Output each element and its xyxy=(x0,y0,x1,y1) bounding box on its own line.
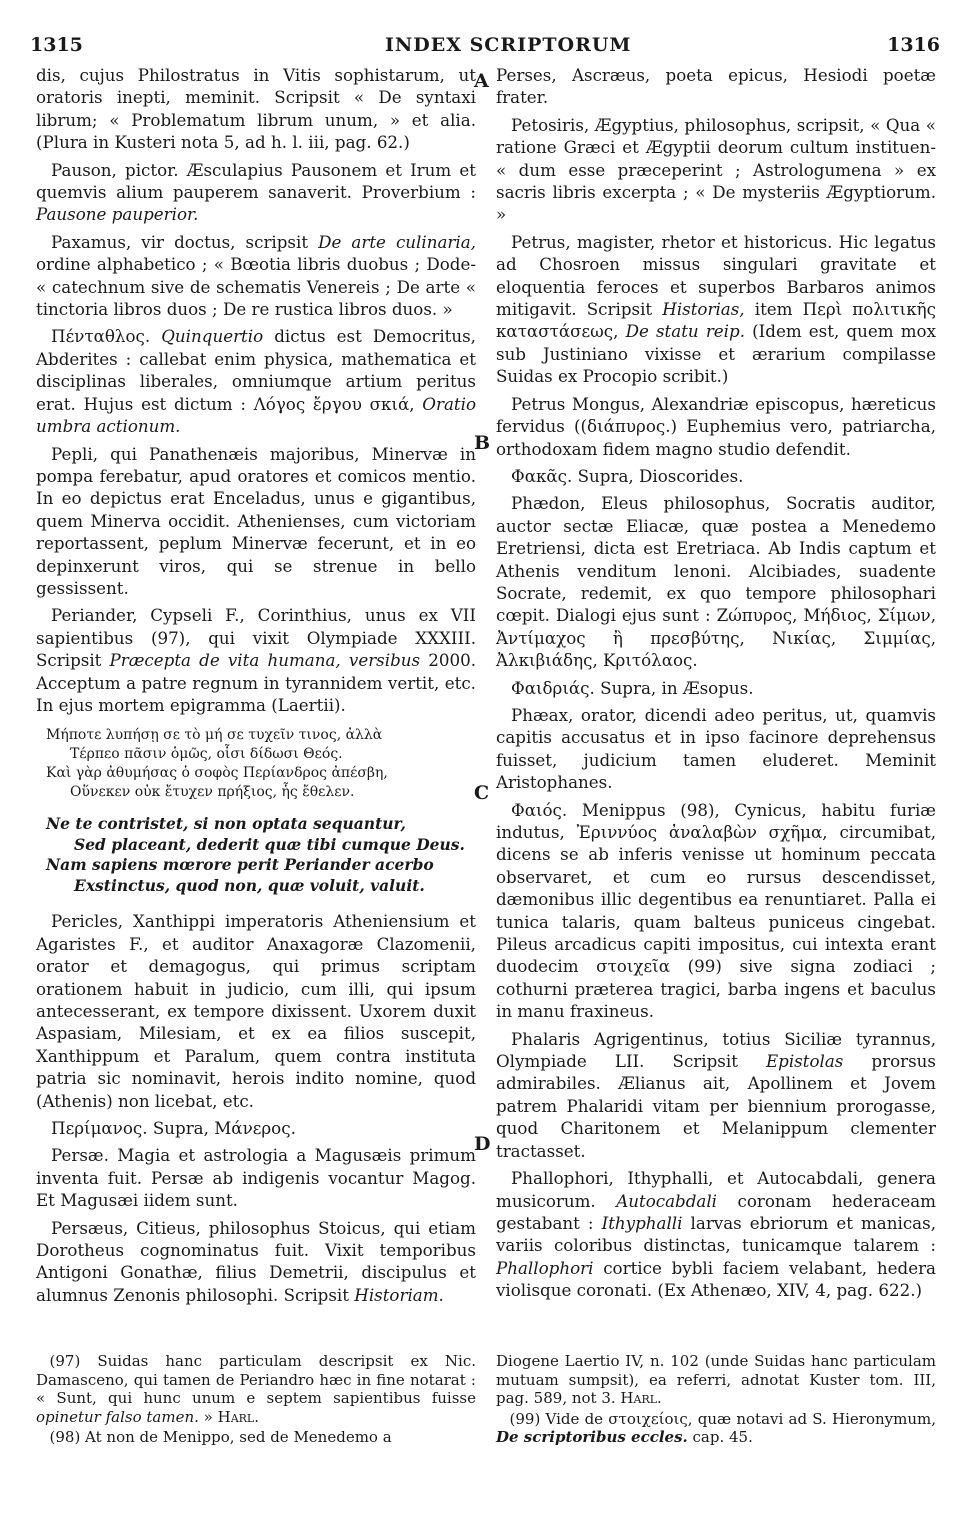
footnote-italic: opinetur falso tamen. xyxy=(36,1407,199,1426)
entry-text: dictus est Democritus, Abderites : callebat enim physica, mathematica et disciplinas liberales, omniumque artium peritus erat. Hujus est dictum : Λόγος ἔργου σκιά, xyxy=(36,326,476,414)
entry-italic: Præcepta de vita humana, versibus xyxy=(109,650,421,671)
verse-line: Exstinctus, quod non, quæ voluit, valuit. xyxy=(74,875,425,895)
entry-italic: De arte culinaria, xyxy=(318,231,476,252)
entry-pepli: Pepli, qui Panathenæis majoribus, Minervæ in pompa ferebatur, apud oratores et comicos mentio. In eo depictus erat Enceladus, unus e gigantibus, quem Minerva occidit. Athenienses, cum victoriam reportassent, peplum Minervæ fecerunt, et in eo depinxerunt viros, qui se strenue in bello gessissent. xyxy=(36,443,476,598)
entry-text: Pauson, pictor. Æsculapius Pausonem et Irum et quemvis alium pauperem sanaverit. Proverbium : xyxy=(36,159,476,203)
page-number-right: 1316 xyxy=(887,34,940,56)
footnotes-right xyxy=(496,1352,936,1449)
entry-text: 2000. Acceptum a patre regnum in tyrannidem vertit, etc. In ejus mortem epigramma (Laertii). xyxy=(36,650,476,715)
entry-text: Persæus, Citieus, philosophus Stoicus, qui etiam Dorotheus cognominatus fuit. Vixit temporibus Antigoni Gonathæ, filius Demetrii, discipulus et alumnus Zenonis philosophi. Scripsit xyxy=(36,1217,476,1305)
entry-pauson xyxy=(36,159,476,226)
footnote-text: (99) Vide de στοιχείοις, quæ notavi ad S. Hieronymum, xyxy=(509,1409,936,1428)
entry-pericles: Pericles, Xanthippi imperatoris Atheniensium et Agaristes F., et auditor Anaxagoræ Clazomenii, orator et demagogus, qui primus scriptam orationem habuit in judicio, cum illi, qui ipsum antecesserant, ex tempore dixissent. Uxorem duxit Aspasiam, Milesiam, et ex ea filios suscepit, Xanthippum et Paralum, quem contra instituta patria sic nominavit, herois indito nomine, quod (Athenis) non licebat, etc. xyxy=(36,911,476,1111)
margin-letter-c: C xyxy=(474,782,490,804)
entry-perimanos: Περίμανος. Supra, Μάνερος. xyxy=(51,1118,296,1139)
footnote-signature: Harl. xyxy=(217,1407,259,1426)
verse-line: Τέρπεο πᾶσιν ὁμῶς, οἷσι δίδωσι Θεός. xyxy=(70,746,343,763)
entry-petrus-mongus: Petrus Mongus, Alexandriæ episcopus, hæreticus fervidus ((διάπυρος.) Euphemius vero, patriarcha, orthodoxam fidem magno studio defendit. xyxy=(496,393,936,459)
verse-line: Ne te contristet, si non optata sequantur, xyxy=(46,814,406,834)
footnote-97 xyxy=(36,1352,476,1426)
entry-text: Petrus, magister, rhetor et historicus. Hic legatus ad Chosroen missus singulari gravitate et eloquentia feroces et superbos Barbaros animos mitigavit. Scripsit xyxy=(496,231,936,320)
entry-pentathlos xyxy=(36,325,476,437)
right-column xyxy=(496,64,936,1307)
entry-text: Phallophori, Ithyphalli, et Autocabdali, genera musicorum. xyxy=(496,1168,936,1211)
running-title: INDEX SCRIPTORUM xyxy=(385,34,632,56)
footnote-italic: De scriptoribus eccles. xyxy=(496,1428,688,1446)
footnote-text: cap. 45. xyxy=(687,1428,753,1446)
margin-letter-a: A xyxy=(474,70,489,92)
left-column xyxy=(36,64,476,1311)
footnote-text: Diogene Laertio IV, n. 102 (unde Suidas hanc particulam mutuam sumpsit), ea referri, adnotat Kuster tom. III, pag. 589, not 3. xyxy=(496,1352,936,1407)
entry-text: coronam hederaceam gestabant : xyxy=(496,1190,936,1233)
entry-italic: Historiam. xyxy=(354,1284,444,1305)
entry-italic: Epistolas xyxy=(765,1051,844,1072)
footnote-text: » xyxy=(198,1407,218,1426)
footnote-98-cont xyxy=(496,1352,936,1408)
entry-persae: Persæ. Magia et astrologia a Magusæis primum inventa fuit. Persæ ab indigenis vocantur Magog. Et Magusæi iidem sunt. xyxy=(36,1145,476,1211)
entry-text: prorsus admirabiles. Ælianus ait, Apollinem et Jovem patrem Phalaridi vitam per biennium prorogasse, quod Charitonem et Melanippum clementer tractasset. xyxy=(496,1051,936,1161)
entry-perses: Perses, Ascræus, poeta epicus, Hesiodi poetæ frater. xyxy=(496,65,936,108)
entry-italic: De statu reip. xyxy=(625,321,745,342)
page-header xyxy=(30,34,940,62)
verse-line: Καὶ γὰρ ἀθυμήσας ὁ σοφὸς Περίανδρος ἀπέσβη, xyxy=(46,765,388,782)
entry-phaios: Φαιός. Menippus (98), Cynicus, habitu furiæ indutus, Ἐριννύος ἀναλαβὼν σχῆμα, circumibat, dicens se ab inferis venisse ut hominum peccata observaret, et cum eo rursus descendisset, dæmonibus illic degentibus ea renuntiaret. Palla ei tunica talaris, quam balteus puniceus cingebat. Pileus arcadicus capiti impositus, cui intexta erant duodecim στοιχεῖα (99) sive signa zodiaci ; cothurni præterea tragici, barba ingens et baculus in manu fraxineus. xyxy=(496,799,936,1022)
footnote-signature: Harl. xyxy=(620,1389,662,1407)
entry-italic: Historias, xyxy=(662,299,745,320)
footnote-text: (97) Suidas hanc particulam descripsit ex Nic. Damasceno, qui tamen de Periandro hæc in fine notarat : « Sunt, qui hunc unum e septem sapientibus fuisse xyxy=(36,1352,476,1407)
entry-phaidrias: Φαιδριάς. Supra, in Æsopus. xyxy=(511,677,754,698)
entry-petosiris: Petosiris, Ægyptius, philosophus, scripsit, « Qua « ratione Græci et Ægyptii deorum cultum instituen- « dum esse præceperint ; Astrologumena » ex sacris libris excerpta ; « De mysteriis Ægyptiorum. » xyxy=(496,114,936,225)
latin-translation xyxy=(46,814,476,896)
entry-italic: Oratio umbra actionum. xyxy=(36,393,476,437)
entry-text: (Idem est, quem mox sub Justiniano vixisse et ærarium compilasse Suidas ex Procopio scribit.) xyxy=(496,321,936,387)
entry-petrus-magister xyxy=(496,231,936,388)
entry-text: larvas ebriorum et manicas, variis coloribus distinctas, tunicamque talarem : xyxy=(496,1212,936,1256)
entry-paxamus xyxy=(36,231,476,321)
entry-text: Paxamus, vir doctus, scripsit xyxy=(51,231,319,252)
greek-epigram xyxy=(46,726,476,802)
margin-letter-b: B xyxy=(474,432,491,454)
entry-phallophori xyxy=(496,1167,936,1301)
entry-text: ordine alphabetico ; « Bœotia libris duobus ; Dode- « catechnum sive de schematis Venereis ; De arte « tinctoria libros duos ; De re rustica libros duos. » xyxy=(36,254,476,320)
entry-phaedon: Phædon, Eleus philosophus, Socratis auditor, auctor sectæ Eliacæ, quæ postea a Menedemo Eretriensi, dicta est Eretriaca. Ab Indis captum et Athenis venditum lenoni. Alcibiades, suadente Socrate, redemit, ex quo tempore philosophari cœpit. Dialogi ejus sunt : Ζώπυρος, Μήδιος, Σίμων, Ἀντίμαχος ἢ πρεσβύτης, Νικίας, Σιμμίας, Ἀλκιβιάδης, Κριτόλαος. xyxy=(496,493,936,671)
margin-letter-d: D xyxy=(474,1133,491,1155)
entry-greek: Πένταθλος. xyxy=(51,326,162,347)
verse-line: Μήποτε λυπήσῃ σε τὸ μή σε τυχεῖν τινος, ἀλλὰ xyxy=(46,727,383,744)
entry-italic: Autocabdali xyxy=(616,1190,718,1211)
verse-line: Sed placeant, dederit quæ tibi cumque Deus. xyxy=(74,834,465,854)
entry-persaeus xyxy=(36,1217,476,1307)
footnote-99 xyxy=(496,1410,936,1447)
entry-philostratus-cont: dis, cujus Philostratus in Vitis sophistarum, ut oratoris inepti, meminit. Scripsit « De syntaxi librum; « Problematum librum unum, » et alia. (Plura in Kusteri nota 5, ad h. l. iii, pag. 62.) xyxy=(36,65,476,153)
page-number-left: 1315 xyxy=(30,34,83,56)
verse-line: Nam sapiens mœrore perit Periander acerbo xyxy=(46,855,434,875)
entry-italic: Phallophori xyxy=(496,1257,594,1278)
entry-text: item Περὶ πολιτικῆς καταστάσεως, xyxy=(496,299,936,342)
entry-italic: Pausone pauperior. xyxy=(36,204,199,225)
footnotes-left xyxy=(36,1352,476,1449)
entry-phakas: Φακᾶς. Supra, Dioscorides. xyxy=(511,465,744,486)
verse-line: Οὕνεκεν οὐκ ἔτυχεν πρήξιος, ἧς ἔθελεν. xyxy=(70,784,355,801)
entry-italic: Quinquertio xyxy=(161,326,264,347)
entry-text: Periander, Cypseli F., Corinthius, unus ex VII sapientibus (97), qui vixit Olympiade XXXIII. Scripsit xyxy=(36,605,476,671)
entry-italic: Ithyphalli xyxy=(601,1212,683,1233)
entry-text: Phalaris Agrigentinus, totius Siciliæ tyrannus, Olympiade LII. Scripsit xyxy=(496,1028,936,1072)
entry-phaeax: Phæax, orator, dicendi adeo peritus, ut, quamvis capitis accusatus et in ipso facinore deprehensus fuisset, judicium tamen eluderet. Meminit Aristophanes. xyxy=(496,704,936,793)
entry-periander xyxy=(36,604,476,716)
entry-text: cortice bybli faciem velabant, hedera violisque coronati. (Ex Athenæo, XIV, 4, pag. 622.) xyxy=(496,1257,936,1301)
footnote-98: (98) At non de Menippo, sed de Menedemo a xyxy=(49,1428,392,1446)
entry-phalaris xyxy=(496,1028,936,1162)
